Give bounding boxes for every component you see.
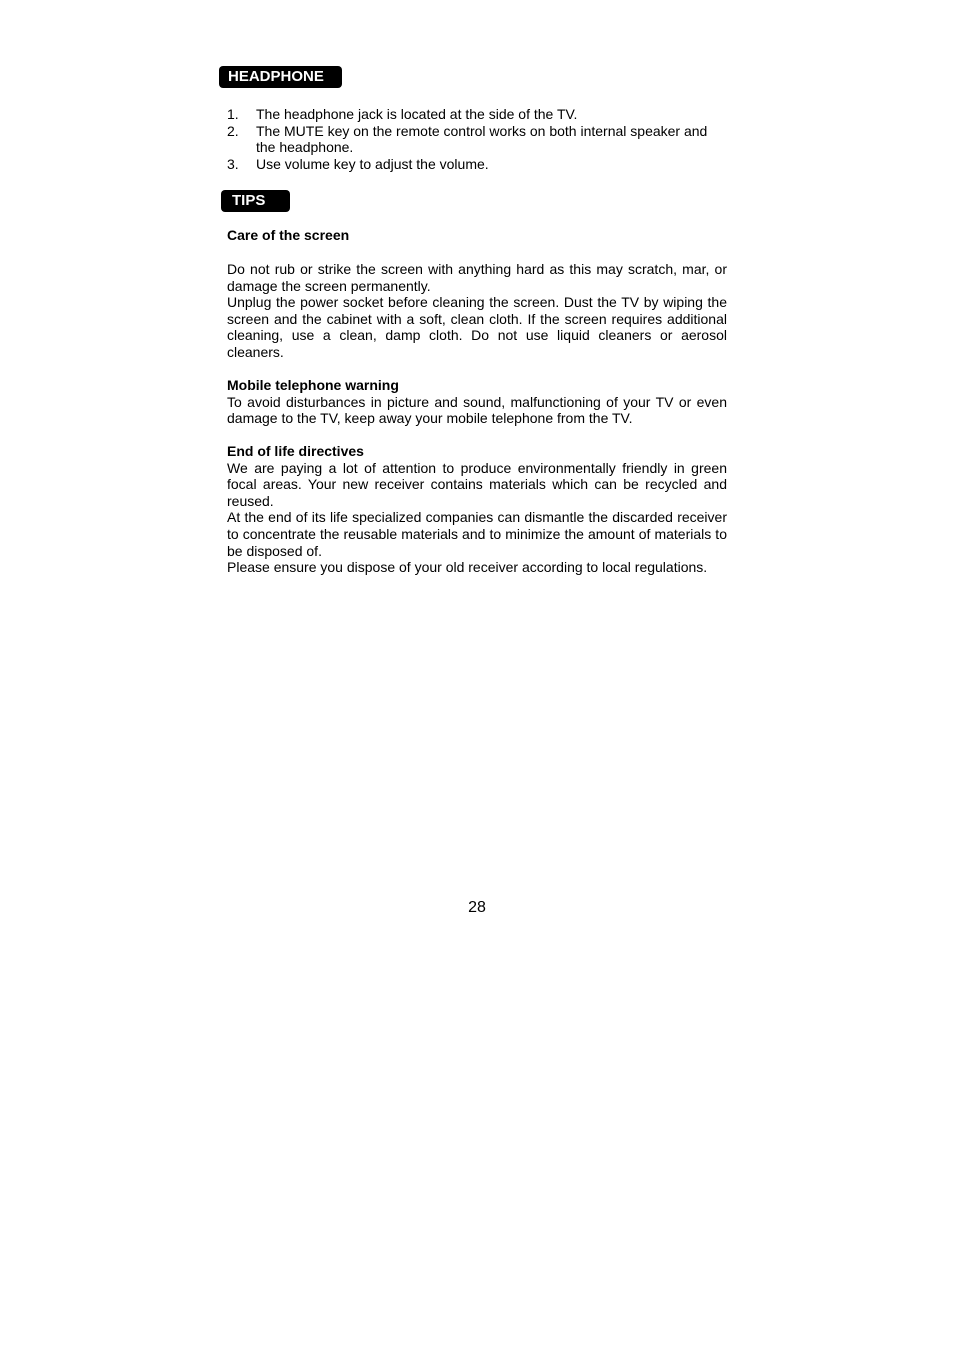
mobile-warning-section	[227, 377, 727, 427]
page-number: 28	[468, 899, 486, 916]
list-item-number: 2.	[227, 122, 239, 139]
end-of-life-section	[227, 443, 727, 576]
list-item	[227, 123, 727, 156]
headphone-list	[227, 106, 727, 172]
list-item-text: Use volume key to adjust the volume.	[256, 155, 489, 172]
headphone-section-label: HEADPHONE	[219, 66, 342, 88]
list-item-text: The headphone jack is located at the side of the TV.	[256, 106, 578, 122]
list-item	[227, 106, 727, 123]
care-paragraph: Do not rub or strike the screen with anything hard as this may scratch, mar, or damage the screen permanently.	[227, 261, 727, 294]
list-item-text: The MUTE key on the remote control works on both internal speaker and the headphone.	[256, 122, 708, 156]
end-of-life-heading: End of life directives	[227, 443, 364, 459]
end-of-life-paragraph: At the end of its life specialized companies can dismantle the discarded receiver to concentrate the reusable materials and to minimize the amount of materials to be disposed of.	[227, 509, 727, 559]
list-item-number: 3.	[227, 155, 239, 172]
end-of-life-paragraph: Please ensure you dispose of your old receiver according to local regulations.	[227, 559, 708, 576]
list-item	[227, 156, 727, 173]
care-of-screen-heading: Care of the screen	[227, 227, 350, 243]
tips-section-label: TIPS	[221, 190, 290, 212]
care-paragraph: Unplug the power socket before cleaning the screen. Dust the TV by wiping the screen and the cabinet with a soft, clean cloth. If the screen requires additional cleaning, use a clean, damp cloth. Do not use liquid cleaners or aerosol cleaners.	[227, 294, 727, 360]
mobile-warning-paragraph: To avoid disturbances in picture and sound, malfunctioning of your TV or even damage to the TV, keep away your mobile telephone from the TV.	[227, 393, 727, 427]
care-of-screen-body	[227, 261, 727, 361]
end-of-life-paragraph: We are paying a lot of attention to produce environmentally friendly in green focal areas. Your new receiver contains materials which can be recycled and reused.	[227, 459, 727, 509]
mobile-warning-heading: Mobile telephone warning	[227, 377, 399, 393]
list-item-number: 1.	[227, 106, 239, 122]
